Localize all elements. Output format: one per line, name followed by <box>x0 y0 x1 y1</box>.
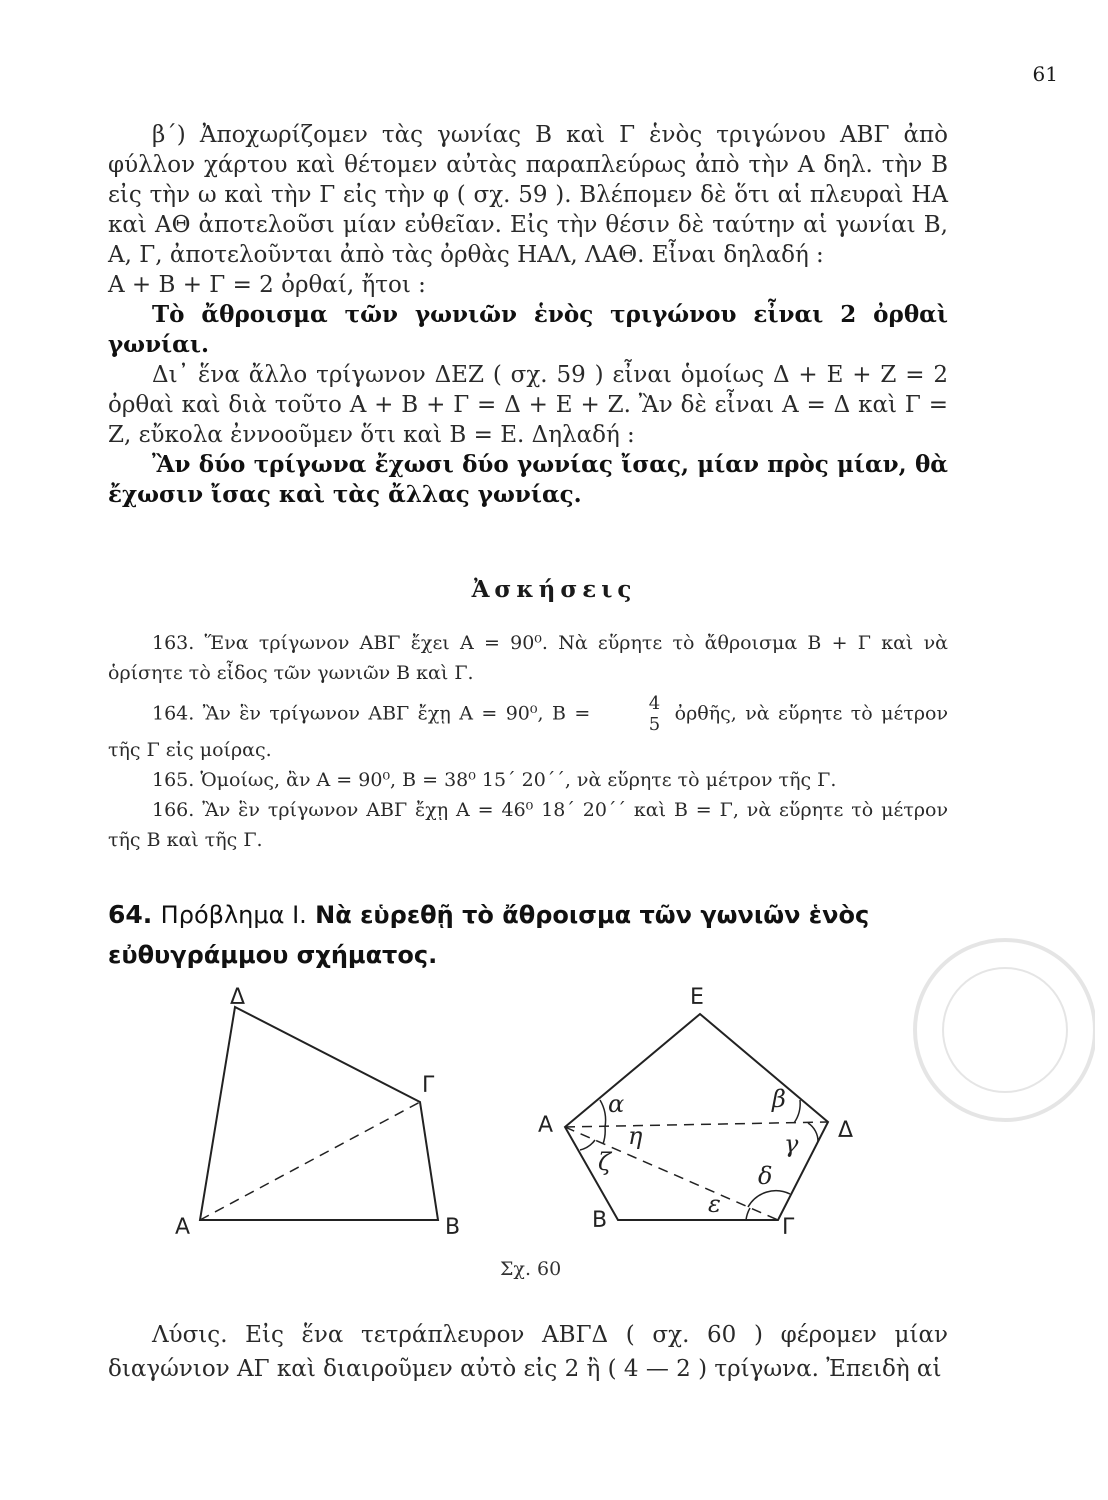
problem-text: Νὰ εὑρεθῇ τὸ ἄθροισμα τῶν γωνιῶν ἑνὸς εὐθυγράμμου σχήματος. <box>108 901 870 969</box>
intro-paragraph-1: β΄) Ἀποχωρίζομεν τὰς γωνίας Β καὶ Γ ἑνὸς τριγώνου ΑΒΓ ἀπὸ φύλλον χάρτου καὶ θέτομεν αὐτὰς παραπλεύρως ἀπὸ τὴν Α δηλ. τὴν Β εἰς τὴν ω καὶ τὴν Γ εἰς τὴν φ ( σχ. 59 ). Βλέπομεν δὲ ὅτι αἱ πλευραὶ ΗΑ καὶ ΑΘ ἀποτελοῦσι μίαν εὐθεῖαν. Εἰς τὴν θέσιν δὲ ταύτην αἱ γωνίαι Β, Α, Γ, ἀποτελοῦνται ἀπὸ τὰς ὀρθὰς ΗΑΛ, ΛΑΘ. Εἶναι δηλαδή : <box>108 122 948 268</box>
pentagon-shape <box>565 1014 828 1220</box>
quad-label-B: Β <box>445 1215 461 1240</box>
intro-paragraph-2: Δι᾽ ἕνα ἄλλο τρίγωνον ΔΕΖ ( σχ. 59 ) εἶναι ὁμοίως Δ + Ε + Ζ = 2 ὀρθαὶ καὶ διὰ τοῦτο Α + Β + Γ = Δ + Ε + Ζ. Ἂν δὲ εἶναι Α = Δ καὶ Γ = Ζ, εὔκολα ἐννοοῦμεν ὅτι καὶ Β = Ε. Δηλαδή : <box>108 362 948 448</box>
solution-text: Λύσις. Εἰς ἕνα τετράπλευρον ΑΒΓΔ ( σχ. 60 ) φέρομεν μίαν διαγώνιον ΑΓ καὶ διαιροῦμεν αὐτὸ εἰς 2 ἢ ( 4 — 2 ) τρίγωνα. Ἐπειδὴ αἱ <box>108 1322 948 1382</box>
fraction-denominator: 5 <box>648 714 661 735</box>
pent-label-D: Δ <box>838 1118 854 1143</box>
figure-caption: Σχ. 60 <box>500 1258 562 1280</box>
problem-64 <box>108 895 948 975</box>
angle-arc-delta <box>748 1191 790 1207</box>
fraction-four-fifths <box>605 694 660 735</box>
exercise-164 <box>108 694 948 765</box>
angle-arc-eta <box>603 1127 605 1144</box>
quad-label-A: Α <box>175 1215 191 1240</box>
problem-number: 64. <box>108 900 153 929</box>
theorem-triangle-sum: Τὸ ἄθροισμα τῶν γωνιῶν ἑνὸς τριγώνου εἶναι 2 ὀρθαὶ γωνίαι. <box>108 301 948 358</box>
angle-label-zeta: ζ <box>598 1148 612 1176</box>
angle-arc-zeta <box>580 1140 595 1150</box>
angle-arc-epsilon <box>746 1208 750 1220</box>
pent-label-A: Α <box>538 1113 554 1138</box>
theorem-equal-angles: Ἂν δύο τρίγωνα ἔχωσι δύο γωνίας ἴσας, μίαν πρὸς μίαν, θὰ ἔχωσιν ἴσας καὶ τὰς ἄλλας γωνίας. <box>108 451 948 508</box>
exercises-heading: Ἀσκήσεις <box>471 576 637 603</box>
pent-label-B: Β <box>592 1208 608 1233</box>
pent-label-G: Γ <box>782 1215 795 1240</box>
exercise-164-text-a: 164. Ἂν ἓν τρίγωνον ΑΒΓ ἔχῃ Α = 90⁰, Β = <box>152 702 591 725</box>
exercise-163: 163. Ἕνα τρίγωνον ΑΒΓ ἔχει Α = 90⁰. Νὰ εὕρητε τὸ ἄθροισμα Β + Γ καὶ νὰ ὁρίσητε τὸ εἶδος τῶν γωνιῶν Β καὶ Γ. <box>108 632 948 684</box>
angle-label-alpha: α <box>608 1090 625 1118</box>
angle-label-eta: η <box>628 1122 643 1150</box>
fraction-numerator: 4 <box>605 694 660 715</box>
quad-label-D: Δ <box>230 985 246 1010</box>
angle-arc-beta <box>794 1100 800 1123</box>
exercises-list <box>108 628 948 855</box>
angle-arc-alpha <box>600 1100 606 1127</box>
angle-label-beta: β <box>772 1085 786 1113</box>
exercise-164-text-b: ὀρθῆς, νὰ εὕρητε τὸ μέτρον τῆς Γ εἰς μοίρας. <box>108 702 948 761</box>
exercise-165: 165. Ὁμοίως, ἂν Α = 90⁰, Β = 38⁰ 15΄ 20΄΄, νὰ εὕρητε τὸ μέτρον τῆς Γ. <box>152 769 837 791</box>
pent-label-E: Ε <box>690 985 704 1010</box>
solution-paragraph <box>108 1318 948 1386</box>
angle-label-gamma: γ <box>784 1130 799 1158</box>
quad-label-G: Γ <box>422 1073 435 1098</box>
problem-label: Πρόβλημα Ι. <box>160 901 307 929</box>
angle-label-delta: δ <box>758 1162 773 1190</box>
figure-60 <box>160 982 880 1242</box>
intro-paragraph-1-end: Α + Β + Γ = 2 ὀρθαί, ἤτοι : <box>108 272 426 298</box>
diagonal-AG-pentagon <box>565 1127 778 1220</box>
exercise-166: 166. Ἂν ἓν τρίγωνον ΑΒΓ ἔχῃ Α = 46⁰ 18΄ 20΄΄ καὶ Β = Γ, νὰ εὕρητε τὸ μέτρον τῆς Β καὶ τῆς Γ. <box>108 799 948 851</box>
diagonal-AG <box>200 1102 420 1220</box>
quadrilateral-shape <box>200 1007 438 1220</box>
angle-label-epsilon: ε <box>708 1190 721 1218</box>
library-stamp <box>895 930 1095 1130</box>
page-number: 61 <box>1032 62 1058 86</box>
intro-section <box>108 120 948 510</box>
angle-arc-gamma <box>808 1123 818 1142</box>
